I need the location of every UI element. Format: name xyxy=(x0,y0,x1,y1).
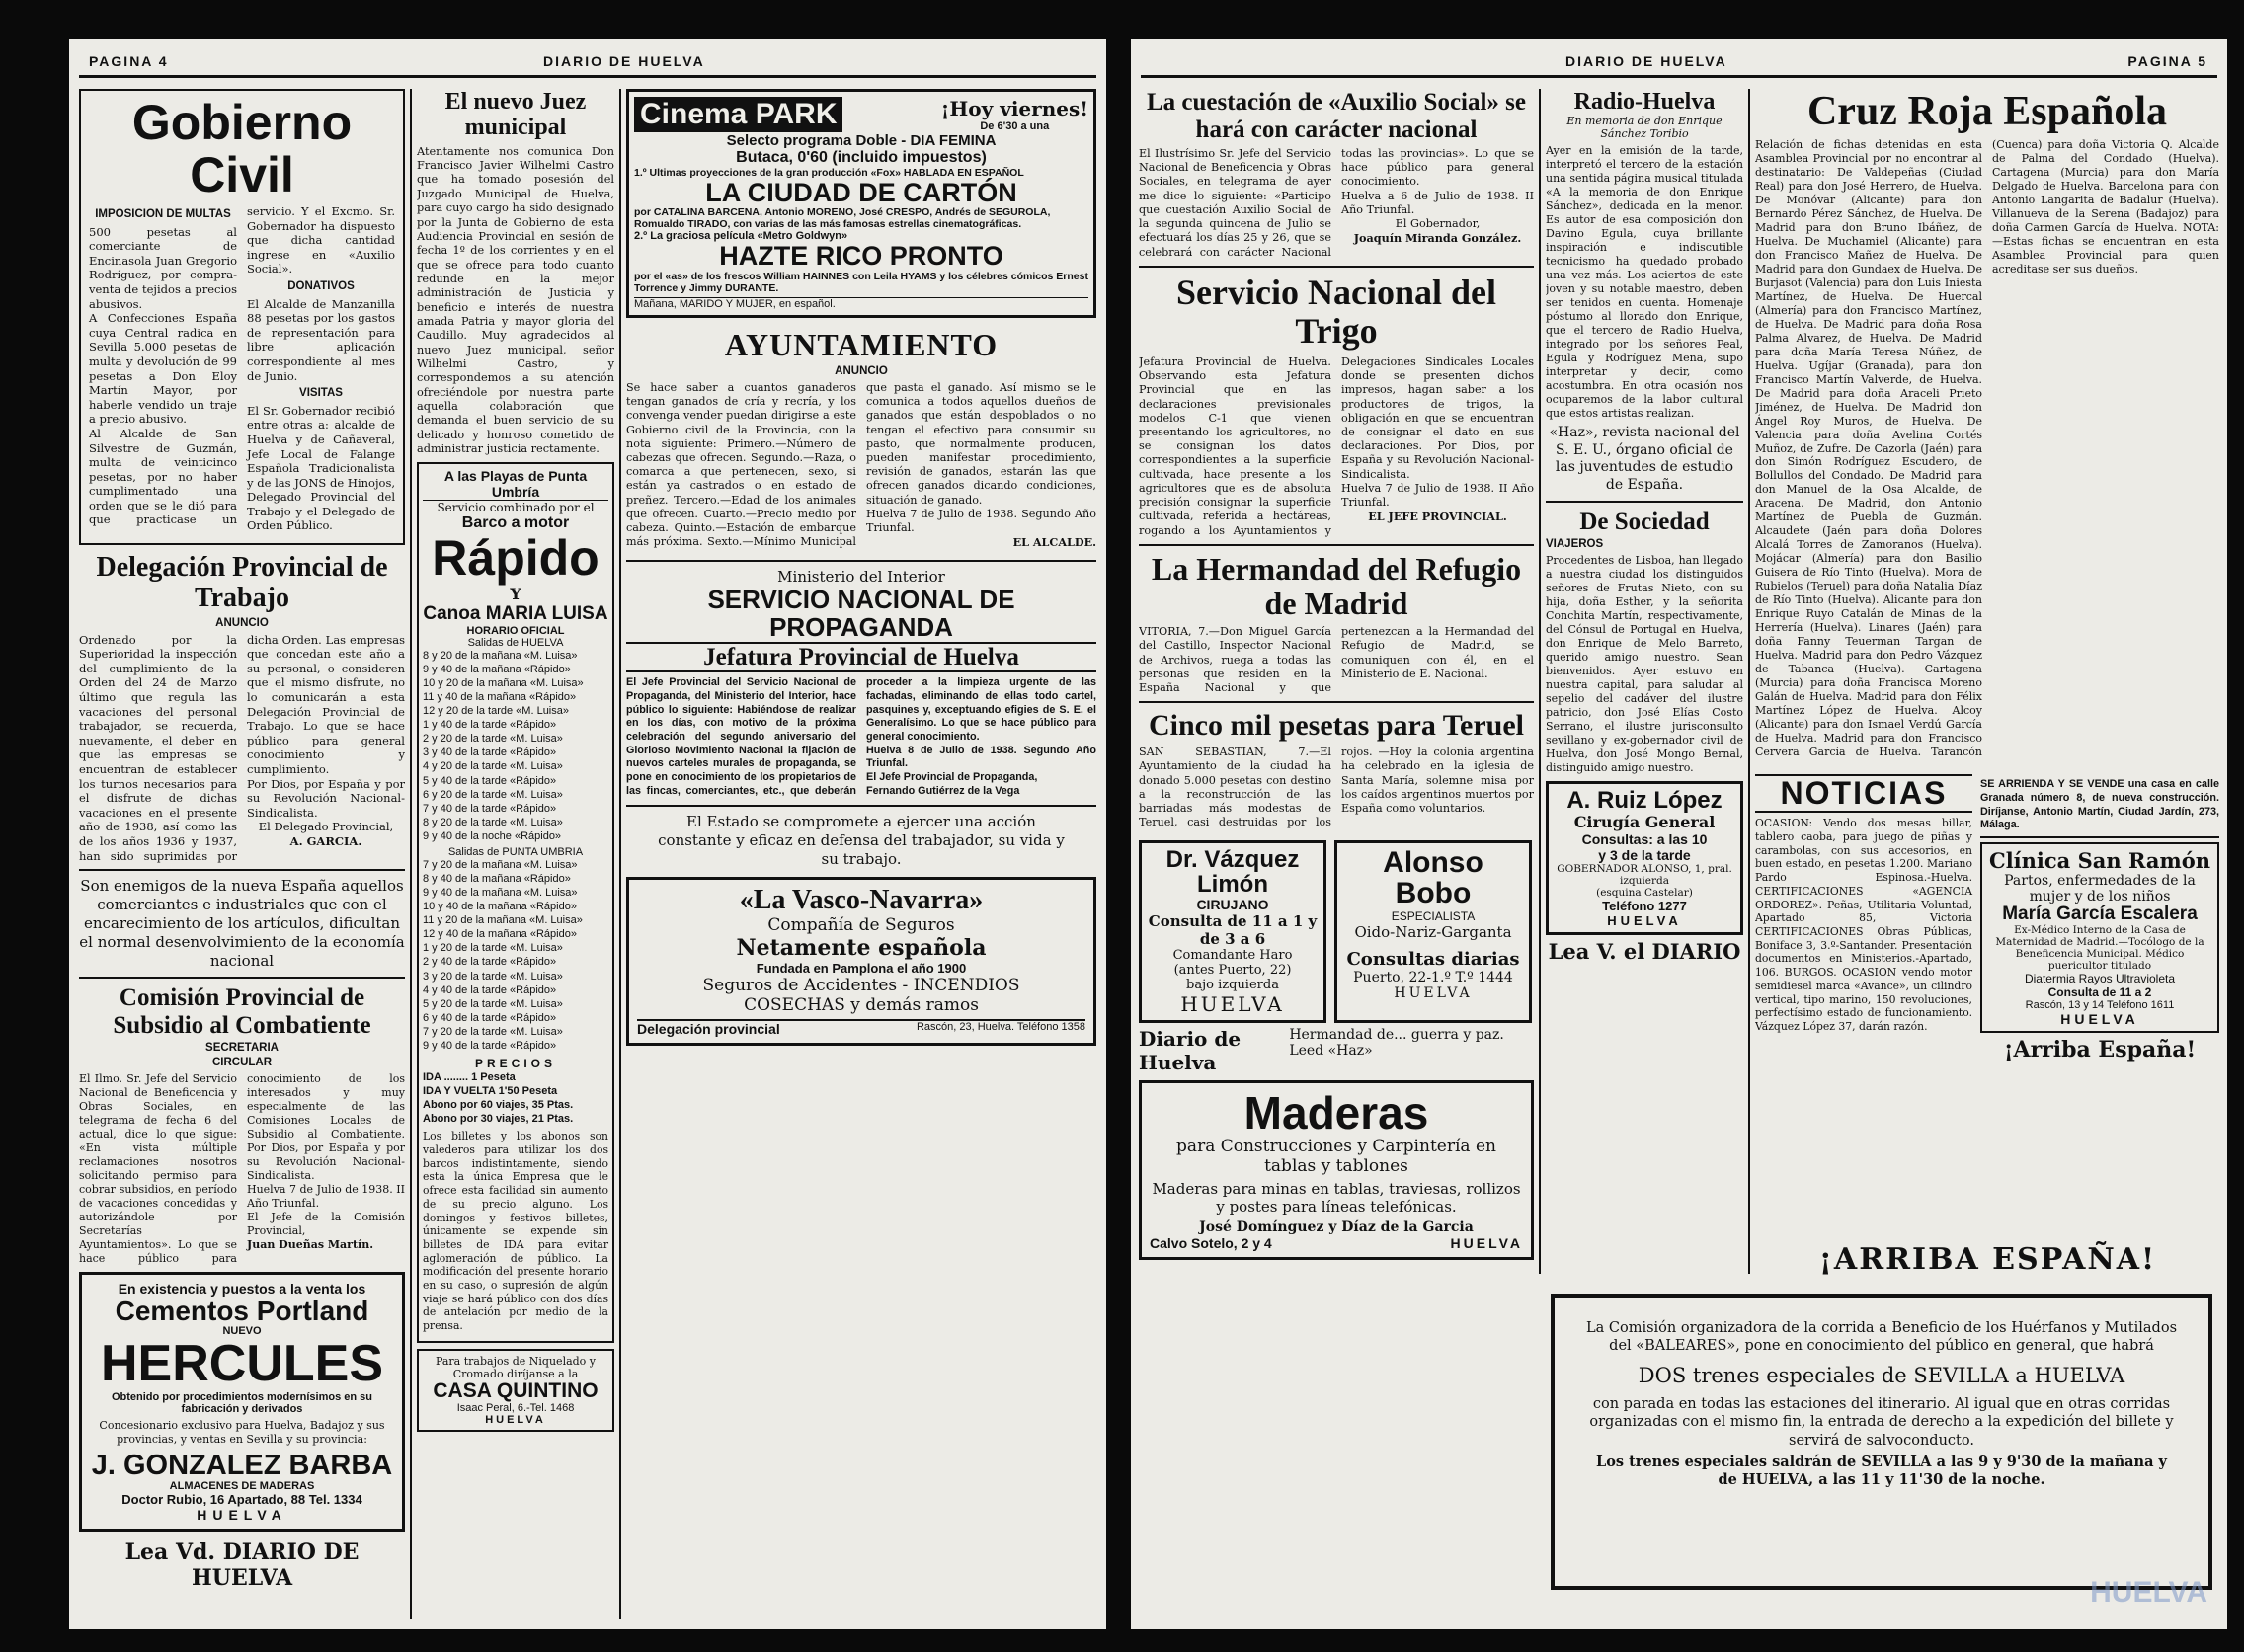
comision-subsidio-article: Comisión Provincial de Subsidio al Combatiente SECRETARIA CIRCULAR El Ilmo. Sr. Jefe del Servicio Nacional de Beneficencia y Obras Sociales, en telegrama de fecha 6 del actual, dice lo que sigue: «En vista múltiple reclamaciones nosotros solicitando permiso para cobrar subsidios, en período de vacaciones concedidas y autorizándole por Secretarías Ayuntamientos». Lo que se hace público para conocimiento de los interesados y muy especialmente de las Comisiones Locales de Subsidio al Combatiente. Por Dios, por España y por su Revolución Nacional-Sindicalista. Huelva 7 de Julio de 1938. II Año Triunfal. El Jefe de la Comisión Provincial, Juan Dueñas Martín. xyxy=(79,984,405,1265)
vazquez-limon-ad: Dr. Vázquez Limón CIRUJANO Consulta de 11 a 1 y de 3 a 6 Comandante Haro (antes Puerto, 22) bajo izquierda HUELVA xyxy=(1139,840,1326,1023)
article-body: Procedentes de Lisboa, han llegado a nuestra ciudad los distinguidos señores de Frutas Nieto, con su hija, doña Esther, y la señorita Conchita Martín, respectivamente, del Cónsul de Portugal en Huelva, don Enrique de Melo Barreto, querido amigo nuestro. Sean bienvenidos. Ayer estuvo en nuestra capital, para saludar al sepelio del cadáver del ilustre patricio, don José Elías Costo Serrano, el ilustre jurisconsulto sevillano y ex-gobernador civil de Huelva, don José Mongo Bernal, distinguido amigo nuestro. xyxy=(1546,554,1743,774)
hermandad-article xyxy=(1139,552,1534,695)
article-title: La cuestación de «Auxilio Social» se hará con carácter nacional xyxy=(1146,89,1527,143)
schedule-row: 8 y 20 de la mañana «M. Luisa» xyxy=(423,649,578,662)
schedule-row: 10 y 40 de la mañana «Rápido» xyxy=(423,901,577,913)
alonso-bobo-ad: Alonso Bobo ESPECIALISTA Oido-Nariz-Garganta Consultas diarias Puerto, 22-1.º T.º 1444 HUELVA xyxy=(1334,840,1532,1023)
schedule-row: 12 y 20 de la tarde «M. Luisa» xyxy=(423,705,569,718)
schedule-row: 1 y 20 de la tarde «M. Luisa» xyxy=(423,942,563,955)
page-number-left: PAGINA 4 xyxy=(89,53,169,69)
article-title: AYUNTAMIENTO xyxy=(724,326,999,362)
schedule-row: 2 y 20 de la tarde «M. Luisa» xyxy=(423,733,563,746)
boat-name: Rápido xyxy=(432,530,600,587)
brand-name: HERCULES xyxy=(100,1335,384,1393)
schedule-row: 9 y 40 de la tarde «Rápido» xyxy=(423,1039,557,1052)
schedule-row: 4 y 20 de la tarde «M. Luisa» xyxy=(423,760,563,773)
sociedad-article: De Sociedad VIAJEROS Procedentes de Lisboa, han llegado a nuestra ciudad los distinguidos señores de Frutas Nieto, con su hija, doña Esther, y la señorita Conchita Martín, respectivamente, del Cónsul de Portugal en Huelva, don Enrique de Melo Barreto, querido amigo nuestro. Sean bienvenidos. Ayer estuvo en nuestra capital, para saludar al sepelio del cadáver del ilustre patricio, don José Elías Costo Serrano, el ilustre jurisconsulto sevillano y ex-gobernador civil de Huelva, don José Mongo Bernal, distinguido amigo nuestro. xyxy=(1546,508,1743,774)
maderas-ad: Maderas para Construcciones y Carpintería en tablas y tablones Maderas para minas en tablas, traviesas, rollizos y postes para líneas telefónicas. José Domínguez y Díaz de la Garcia Calvo Sotelo, 2 y 4 HUELVA xyxy=(1139,1080,1534,1260)
schedule-row: 6 y 20 de la tarde «M. Luisa» xyxy=(423,788,563,801)
article-title: El nuevo Juez municipal xyxy=(444,89,587,141)
cinema-name: Cinema PARK xyxy=(634,97,842,132)
teruel-article xyxy=(1139,709,1534,829)
right-column-2: Radio-Huelva En memoria de don Enrique Sánchez Toribio Ayer en la emisión de la tarde, interpretó el tercero de la estación una sentida página musical titulada «A la memoria de don Enrique Sánchez», dedicada en la menor. Es autor de esa composición don Davino Egula, cuya brillante inspiración e indiscutible tecnicismo ha quedado probado una vez más. Los aciertos de este joven y su notable maestro, deben ser tenidos en cuenta. Homenaje póstumo al llorado don Enrique, que el tercero de Radio Huelva, integrado por los señores Peal, Egula y Rodríguez Mena, supo interpretar y decir, como acostumbra. En otra ocasión nos ocuparemos de la labor cultural que estos artistas realizan. «Haz», revista nacional del S. E. U., órgano oficial de las juventudes de estudio de España. De Sociedad VIAJEROS Procedentes de Lisboa, han llegado a nuestra ciudad los distinguidos señores de Frutas Nieto, con su hija, doña Esther, y la señorita Conchita Martín, respectivamente, del Cónsul de Portugal en Huelva, don Enrique de Melo Barreto, querido amigo nuestro. Sean bienvenidos. Ayer estuvo en nuestra capital, para saludar al sepelio del cadáver del ilustre patricio, don José Elías Costo Serrano, el ilustre jurisconsulto sevillano y ex-gobernador civil de Huelva, don José Mongo Bernal, distinguido amigo nuestro. A. Ruiz López Cirugía General Consultas: a las 10 y 3 de la tarde GOBERNADOR ALONSO, 1, pral. izquierda (esquina Castelar) Teléfono 1277 HUELVA Lea V. el DIARIO xyxy=(1546,89,1743,965)
cruz-roja-article xyxy=(1755,89,2219,770)
article-title: Servicio Nacional del Trigo xyxy=(1176,272,1496,352)
schedule-row: 8 y 40 de la mañana «Rápido» xyxy=(423,873,571,886)
vasco-navarra-ad: «La Vasco-Navarra» Compañía de Seguros Netamente española Fundada en Pamplona el año 1900 Seguros de Accidentes - INCENDIOS COSECHAS y demás ramos Delegación provincial Rascón, 23, Huelva. Teléfono 1358 xyxy=(626,877,1096,1047)
article-body: El Ilmo. Sr. Jefe del Servicio Nacional de Beneficencia y Obras Sociales, en telegrama de fecha 6 del actual, dice lo que sigue: «En vista múltiple reclamaciones nosotros solicitando permiso para cobrar subsidios, en período de vacaciones concedidas y autorizándole por Secretarías Ayuntamientos». Lo que se hace público para conocimiento de los interesados y muy especialmente de las Comisiones Locales de Subsidio al Combatiente. Por Dios, por España y por su Revolución Nacional-Sindicalista. Huelva 7 de Julio de 1938. II Año Triunfal. El Jefe de la Comisión Provincial, Juan Dueñas Martín. xyxy=(79,1072,405,1265)
article-body: SAN SEBASTIAN, 7.—El Ayuntamiento de la ciudad ha donado 5.000 pesetas con destino a la reconstrucción de las barriadas más modestas de Teruel, casi destruidas por los rojos. —Hoy la colonia argentina ha celebrado en la iglesia de Santa María, solemne misa por los caídos argentinos muertos por España como voluntarios. xyxy=(1139,746,1534,829)
schedule-huelva xyxy=(423,649,608,843)
running-head-right: DIARIO DE HUELVA xyxy=(1565,53,1727,69)
right-column-1: La cuestación de «Auxilio Social» se hará con carácter nacional El Ilustrísimo Sr. Jefe del Servicio Nacional de Beneficencia y Obras Sociales, en telegrama de ayer me dice lo siguiente: «Participo que cuestación Auxilio Social de la segunda quincena de Julio se efectuará los días 25 y 26, que se celebrará con carácter Nacional todas las provincias». Lo que se hace público para general conocimiento. Huelva a 6 de Julio de 1938. II Año Triunfal. El Gobernador, Joaquín Miranda González. Servicio Nacional del Trigo Jefatura Provincial de Huelva. Observando esta Jefatura Provincial que en las declaraciones previsionales modelos C-1 que vienen presentando los agricultores, no se consignan los datos correspondientes a la superficie cultivada, hace presente a los agricultores que es de absoluta precisión consignar la superficie cultivada, referida a hectáreas, rogando a los Ayuntamientos y Delegaciones Sindicales Locales donde se presenten dichos impresos, hagan saber a los productores de trigos, la obligación en que se encuentran de consignar el dato en sus declaraciones. Por Dios, por España y su Revolución Nacional-Sindicalista. Huelva 7 de Julio de 1938. II Año Triunfal. EL JEFE PROVINCIAL. La Hermandad del Refugio de Madrid VITORIA, 7.—Don Miguel García del Castillo, Inspector Nacional de Archivos, ruega a todas las personas que residen en la España Nacional y que pertenezcan a la Hermandad del Refugio de Madrid, se comuniquen con él, en el Ministerio de E. Nacional. Cinco mil pesetas para Teruel SAN SEBASTIAN, 7.—El Ayuntamiento de la ciudad ha donado 5.000 pesetas con destino a la reconstrucción de las barriadas más modestas de Teruel, casi destruidas por los rojos. —Hoy la colonia argentina ha celebrado en la iglesia de Santa María, solemne misa por los caídos argentinos muertos por España como voluntarios. Dr. Vázquez Limón CIRUJANO Consulta de 11 a 1 y de 3 a 6 Comandante Haro (antes Puerto, 22) bajo izquierda HUELVA Alonso Bobo ESPECIALISTA Oido-Nariz-Garganta Consultas diarias Puerto, 22-1.º T.º 1444 HUELVA Diario de Huelva Hermandad de... guerra y paz. Leed «Haz» Maderas para Construcciones y Carpintería en tablas y tablones Maderas para minas en tablas, traviesas, rollizos y postes para líneas telefónicas. José Domínguez y Díaz de la Garcia Calvo Sotelo, 2 y 4 HUELVA xyxy=(1139,89,1534,1619)
article-title: Radio-Huelva xyxy=(1573,89,1716,115)
film-title: HAZTE RICO PRONTO xyxy=(719,241,1003,272)
auxilio-social-article xyxy=(1139,89,1534,260)
article-body: El Ilustrísimo Sr. Jefe del Servicio Nacional de Beneficencia y Obras Sociales, en telegrama de ayer me dice lo siguiente: «Participo que cuestación Auxilio Social de la segunda quincena de Julio se efectuará los días 25 y 26, que se celebrará con carácter Nacional todas las provincias». Lo que se hace público para general conocimiento. Huelva a 6 de Julio de 1938. II Año Triunfal. El Gobernador, Joaquín Miranda González. xyxy=(1139,147,1534,259)
article-title: De Sociedad xyxy=(1579,508,1710,535)
delegacion-trabajo-article: Delegación Provincial de Trabajo ANUNCIO Ordenado por la Superioridad la inspección del cumplimiento de la Orden del 24 de Marzo último que regula las vacaciones del personal trabajador, se recuerda, nuevamente, el deber en que las empresas se encuentran de establecer los turnos necesarios para el disfrute de dichas vacaciones en el presente año de 1938, así como las de los años 1936 y 1937, han sido suprimidas por dicha Orden. Las empresas que concedan este año a su personal, o consideren que el mismo disfrute, no lo comunicarán a esta Delegación Provincial de Trabajo. Lo que se hace público para general conocimiento y cumplimiento. Por Dios, por España y por su Revolución Nacional-Sindicalista. El Delegado Provincial, A. GARCIA. Son enemigos de la nueva España aquellos comerciantes e industriales que con el encarecimiento de los artículos, dificultan el normal desenvolvimiento de la economía nacional xyxy=(79,553,405,979)
hercules-cement-ad: En existencia y puestos a la venta los Cementos Portland NUEVO HERCULES Obtenido por procedimientos modernísimos en su fabricación y derivados Concesionario exclusivo para Huelva, Badajoz y sus provincias, y ventas en Sevilla y su provincia: J. GONZALEZ BARBA ALMACENES DE MADERAS Doctor Rubio, 16 Apartado, 88 Tel. 1334 HUELVA xyxy=(79,1272,405,1532)
article-title: Gobierno Civil xyxy=(131,95,353,202)
rapido-boat-ad: A las Playas de Punta Umbría Servicio combinado por el Barco a motor Rápido Y Canoa MARIA LUISA HORARIO OFICIAL Salidas de HUELVA 8 y 20 de la mañana «M. Luisa» 9 y 40 de la mañana «Rápido» 10 y 20 de la mañana «M. Luisa» 11 y 40 de la mañana «Rápido» 12 y 20 de la tarde «M. Luisa» 1 y 40 de la tarde «Rápido» 2 y 20 de la tarde «M. Luisa» 3 y 40 de la tarde «Rápido» 4 y 20 de la tarde «M. Luisa» 5 y 40 de la tarde «Rápido» 6 y 20 de la tarde «M. Luisa» 7 y 40 de la tarde «Rápido» 8 y 20 de la tarde «M. Luisa» 9 y 40 de la noche «Rápido» Salidas de PUNTA UMBRIA 7 y 20 de la mañana «M. Luisa» 8 y 40 de la mañana «Rápido» 9 y 40 de la mañana «M. Luisa» 10 y 40 de la mañana «Rápido» 11 y 20 de la mañana «M. Luisa» 12 y 40 de la mañana «Rápido» 1 y 20 de la tarde «M. Luisa» 2 y 40 de la tarde «Rápido» 3 y 20 de la tarde «M. Luisa» 4 y 40 de la tarde «Rápido» 5 y 20 de la tarde «M. Luisa» 6 y 40 de la tarde «Rápido» 7 y 20 de la tarde «M. Luisa» 9 y 40 de la tarde «Rápido» PRECIOS IDA ........ 1 Peseta IDA Y VUELTA 1'50 Peseta Abono por 60 viajes, 35 Ptas. Abono por 30 viajes, 21 Ptas. Los billetes y los abonos son valederos para utilizar los dos barcos indistintamente, siendo esta la única Empresa que le ofrece esta facilidad sin aumento de su precio alguno. Los domingos y festivos billetes, únicamente se expende sin billetes de IDA para evitar aglomeración de público. La modificación del presente horario en su caso, o supresión de algún viaje se hará público con dos días de antelación por medio de la prensa. xyxy=(417,462,614,1343)
ministerio-interior-article: Ministerio del Interior SERVICIO NACIONAL DE PROPAGANDA Jefatura Provincial de Huelva El Jefe Provincial del Servicio Nacional de Propaganda, del Ministerio del Interior, hace público lo siguiente: Habiéndose de realizar en los días, con motivo de la próxima celebración del segundo aniversario del Glorioso Movimiento Nacional la fijación de nuevos carteles murales de propaganda, se pone en conocimiento de los propietarios de las fincas, comerciantes, etc., que deberán proceder a la limpieza urgente de las fachadas, eliminando de ellas todo cartel, pasquines y, exceptuando efigies de S. E. el Generalísimo. Lo que se hace público para general conocimiento. Huelva 8 de Julio de 1938. Segundo Año Triunfal. El Jefe Provincial de Propaganda, Fernando Gutiérrez de la Vega El Estado se compromete a ejercer una acción constante y eficaz en defensa del trabajador, su vida y su trabajo. xyxy=(626,567,1096,868)
casa-quintino-ad: Para trabajos de Niquelado y Cromado diríjanse a la CASA QUINTINO Isaac Peral, 6.-Tel. 1468 HUELVA xyxy=(417,1349,614,1432)
article-body: El Jefe Provincial del Servicio Nacional de Propaganda, del Ministerio del Interior, hace público lo siguiente: Habiéndose de realizar en los días, con motivo de la próxima celebración del segundo aniversario del Glorioso Movimiento Nacional la fijación de nuevos carteles murales de propaganda, se pone en conocimiento de los propietarios de las fincas, comerciantes, etc., que deberán proceder a la limpieza urgente de las fachadas, eliminando de ellas todo cartel, pasquines y, exceptuando efigies de S. E. el Generalísimo. Lo que se hace público para general conocimiento. Huelva 8 de Julio de 1938. Segundo Año Triunfal. El Jefe Provincial de Propaganda, Fernando Gutiérrez de la Vega xyxy=(626,676,1096,797)
right-page xyxy=(1131,39,2227,1629)
trigo-article xyxy=(1139,274,1534,538)
article-title: Delegación Provincial de Trabajo xyxy=(96,552,388,613)
left-column-2 xyxy=(417,89,614,1619)
article-title: Comisión Provincial de Subsidio al Combatiente xyxy=(113,984,371,1039)
schedule-row: 10 y 20 de la mañana «M. Luisa» xyxy=(423,677,584,689)
page-number-right: PAGINA 5 xyxy=(2127,53,2207,69)
article-title: La Hermandad del Refugio de Madrid xyxy=(1151,550,1522,621)
article-body: Jefatura Provincial de Huelva. Observando esta Jefatura Provincial que en las declaraciones previsionales modelos C-1 que vienen presentando los agricultores, no se consignan los datos correspondientes a la superficie cultivada, hace presente a los agricultores que es de absoluta precisión consignar la superficie cultivada, referida a hectáreas, rogando a los Ayuntamientos y Delegaciones Sindicales Locales donde se presenten dichos impresos, hagan saber a los productores de trigos, la obligación en que se encuentran de consignar el dato en sus declaraciones. Por Dios, por España y su Revolución Nacional-Sindicalista. Huelva 7 de Julio de 1938. II Año Triunfal. EL JEFE PROVINCIAL. xyxy=(1139,354,1534,537)
schedule-row: 7 y 20 de la mañana «M. Luisa» xyxy=(423,858,578,871)
article-title: Cinco mil pesetas para Teruel xyxy=(1149,709,1524,743)
schedule-row: 5 y 40 de la tarde «Rápido» xyxy=(423,774,557,787)
article-body: IMPOSICION DE MULTAS 500 pesetas al comerciante de Encinasola Juan Gregorio Rodríguez, por compra-venta de tejidos a precios abusivos. A Confecciones España cuya Central radica en Sevilla 5.000 pesetas de multa y devolución de 99 pesetas a Don Eloy Martín Mayor, por haberle vendido un traje a precio abusivo. Al Alcalde de San Silvestre de Guzmán, multa de veinticinco pesetas, por no haber cumplimentado una orden que se le dió para que practicase un servicio. Y el Excmo. Sr. Gobernador ha dispuesto que dicha cantidad ingrese en «Auxilio Social». DONATIVOS El Alcalde de Manzanilla 88 pesetas por los gastos de representación para libre aplicación correspondiente al mes de Junio. VISITAS El Sr. Gobernador recibió entre otras a: alcalde de Huelva y de Cañaveral, Jefe Local de Falange Española Tradicionalista y de las JONS de Hinojos, Delegado Provincial del Trabajo y el Delegado de Orden Público. xyxy=(89,204,395,533)
schedule-row: 7 y 20 de la tarde «M. Luisa» xyxy=(423,1025,563,1038)
article-title: SERVICIO NACIONAL DE PROPAGANDA xyxy=(707,584,1015,643)
article-body: VITORIA, 7.—Don Miguel García del Castillo, Inspector Nacional de Archivos, ruega a todas las personas que residen en la España Nacional y que pertenezcan a la Hermandad del Refugio de Madrid, se comuniquen con él, en el Ministerio de E. Nacional. xyxy=(1139,625,1534,695)
article-body: Ayer en la emisión de la tarde, interpretó el tercero de la estación una sentida página musical titulada «A la memoria de don Enrique Sánchez», dedicada en la menor. Es autor de esa composición don Davino Egula, cuya brillante inspiración e indiscutible tecnicismo ha quedado probado una vez más. Los aciertos de este joven y su notable maestro, deben ser tenidos en cuenta. Homenaje póstumo al llorado don Enrique, que el tercero de Radio Huelva, integrado por los señores Peal, Egula y Rodríguez Mena, supo interpretar y decir, como acostumbra. En otra ocasión nos ocuparemos de la labor cultural que estos artistas realizan. xyxy=(1546,144,1743,420)
article-body: Atentamente nos comunica Don Francisco Javier Wilhelmi Castro que ha tomado posesión del Juzgado Municipal de Huelva, para cuyo cargo ha sido designado por la Junta de Gobierno de esta Audiencia Provincial en sesión de fecha 1º de los corrientes y en el que se ofrece para todo cuanto redunde en la mejor administración de Justicia y beneficio e interés de nuestra amada Patria y mayor gloria del Caudillo. Muy agradecidos al nuevo Juez municipal, señor Wilhelmi Castro, y correspondemos a su atención ofreciéndole por nuestra parte aquella colaboración que demanda el buen servicio de su delicado y honroso cometido de administrar justicia rectamente. xyxy=(417,144,614,455)
arriba-espana-banner: ¡ARRIBA ESPAÑA! xyxy=(1818,1242,2157,1277)
banner-text: Son enemigos de la nueva España aquellos comerciantes e industriales que con el encarecimiento de los artículos, dificultan el normal desenvolvimiento de la economía nacional xyxy=(79,877,405,971)
article-body: Relación de fichas detenidas en esta Asamblea Provincial por no encontrar al destinatario: De Valdepeñas (Ciudad Real) para don José Herrero, de Huelva. De Monóvar (Alicante) para don Bernardo Pérez Sánchez, de Huelva. De Madrid para don Bruno Ibáñez, de Huelva. De Muchamiel (Alicante) para don Francisco Mañez de Huelva. De Madrid para don Gundaex de Huelva. De Burjasot (Valencia) para don Luis Iniesta Martínez, de Huelva. De Huercal (Almería) para don Francisco Martínez, de Huelva. De Madrid para doña Rosa Palma Alvarez, de Huelva. De Madrid para doña María Teresa Núñez, de Huelva. Ugíjar (Granada), para don Francisco Martín Valverde, de Huelva. De Madrid para doña Araceli Prieto Jiménez, de Huelva. De Madrid don Ángel Roy Muros, de Huelva. De Valencia para doña Avelina Cortés Muñoz, de Zufre. De Cazorla (Jaén) para don Simón Rodríguez Escudero, de Bollullos del Condado. De Madrid para don Manuel de la Osa Alcalde, de Aracena. De Madrid, don Antonio Martínez de Puebla de Guzmán. Alcaudete (Jaén para doña Dolores Alcalá Torres de Zamoranos (Huelva). Mojácar (Almería) para don Basilio Guisera de Río Tinto (Huelva). Mora de Rubielos (Teruel) para doña Natalia Díaz de Río Tinto (Huelva). Alicante para don Enrique Ruyo Catalán de Minas de la Herrería (Huelva). Linares (Jaén) para doña Fanny Teuerman Targan de Huelva. Madrid para don Pedro Vázquez de Tabanca (Huelva). Cartagena (Murcia) para doña Francisca Moreno Galán de Huelva. Madrid para don Félix Martínez López de Huelva. Alcoy (Alicante) para don Ismael Verdú García de Huelva. Madrid para don Francisco Cervera García de Huelva. Tarancón (Cuenca) para doña Victoria Q. Alcalde de Palma del Condado (Huelva). Cartagena (Murcia) para don María Delgado de Huelva. Barcelona para don Antonio Langarita de Badalur (Huelva). Villanueva de la Serena (Badajoz) para doña Carmen García de Huelva. NOTA:—Estas fichas se encuentran en esta Asamblea Provincial para quien acreditase ser sus dueños. xyxy=(1755,138,2219,758)
schedule-row: 5 y 20 de la tarde «M. Luisa» xyxy=(423,997,563,1010)
footer-slogan: Lea Vd. DIARIO DE HUELVA xyxy=(124,1539,360,1592)
schedule-row: 9 y 40 de la mañana «Rápido» xyxy=(423,663,571,675)
arrienda-notice: SE ARRIENDA Y SE VENDE una casa en calle Granada número 8, de nueva construcción. Diríjanse, Antonio Martín, Ciudad Jardín, 273, Málaga. xyxy=(1980,778,2219,838)
banner-text: El Estado se compromete a ejercer una acción constante y eficaz en defensa del trabajador, su vida y su trabajo. xyxy=(658,812,1065,868)
noticias-article xyxy=(1755,774,1972,1062)
cinema-park-ad: Cinema PARK ¡Hoy viernes! De 6'30 a una Selecto programa Doble - DIA FEMINA Butaca, 0'60 (incluido impuestos) 1.º Ultimas proyecciones de la gran producción «Fox» HABLADA EN ESPAÑOL LA CIUDAD DE CARTÓN por CATALINA BARCENA, Antonio MORENO, José CRESPO, Andrés de SEGUROLA, Romualdo TIRADO, con varias de las más famosas estrellas cinematográficas. 2.º La graciosa película «Metro Goldwyn» HAZTE RICO PRONTO por el «as» de los frescos William HAINNES con Leila HYAMS y los célebres cómicos Ernest Torrence y Jimmy DURANTE. Mañana, MARIDO Y MUJER, en español. xyxy=(626,89,1096,318)
schedule-row: 3 y 20 de la tarde «M. Luisa» xyxy=(423,970,563,983)
article-title: Cruz Roja Española xyxy=(1806,89,2168,134)
schedule-row: 6 y 40 de la tarde «Rápido» xyxy=(423,1011,557,1024)
schedule-row: 7 y 40 de la tarde «Rápido» xyxy=(423,802,557,815)
left-column-3 xyxy=(626,89,1096,1619)
right-column-3: Cruz Roja Española Relación de fichas detenidas en esta Asamblea Provincial por no encontrar al destinatario: De Valdepeñas (Ciudad Real) para don José Herrero, de Huelva. De Monóvar (Alicante) para don Bernardo Pérez Sánchez, de Huelva. De Madrid para don Bruno Ibáñez, de Huelva. De Muchamiel (Alicante) para don Francisco Mañez de Huelva. De Madrid para don Gundaex de Huelva. De Burjasot (Valencia) para don Luis Iniesta Martínez, de Huelva. De Huercal (Almería) para don Francisco Martínez, de Huelva. De Madrid para doña Rosa Palma Alvarez, de Huelva. De Madrid para doña María Teresa Núñez, de Huelva. Ugíjar (Granada), para don Francisco Martín Valverde, de Huelva. De Madrid para doña Araceli Prieto Jiménez, de Huelva. De Madrid don Ángel Roy Muros, de Huelva. De Valencia para doña Avelina Cortés Muñoz, de Zufre. De Cazorla (Jaén) para don Simón Rodríguez Escudero, de Bollullos del Condado. De Madrid para don Manuel de la Osa Alcalde, de Aracena. De Madrid, don Antonio Martínez de Puebla de Guzmán. Alcaudete (Jaén para doña Dolores Alcalá Torres de Zamoranos (Huelva). Mojácar (Almería) para don Basilio Guisera de Río Tinto (Huelva). Mora de Rubielos (Teruel) para doña Natalia Díaz de Río Tinto (Huelva). Alicante para don Enrique Ruyo Catalán de Minas de la Herrería (Huelva). Linares (Jaén) para doña Fanny Teuerman Targan de Huelva. Madrid para don Pedro Vázquez de Tabanca (Huelva). Cartagena (Murcia) para doña Francisca Moreno Galán de Huelva. Madrid para don Félix Martínez López de Huelva. Alcoy (Alicante) para don Ismael Verdú García de Huelva. Madrid para don Francisco Cervera García de Huelva. Tarancón (Cuenca) para doña Victoria Q. Alcalde de Palma del Condado (Huelva). Cartagena (Murcia) para don María Delgado de Huelva. Barcelona para don Antonio Langarita de Badalur (Huelva). Villanueva de la Serena (Badajoz) para doña Carmen García de Huelva. NOTA:—Estas fichas se encuentran en esta Asamblea Provincial para quien acreditase ser sus dueños. NOTICIAS OCASION: Vendo dos mesas billar, tablero caoba, para juego de piñas y carambolas, con sus accesorios, en buen estado, en pesetas 1.200. Mariano Pardo Espinosa.-Huelva. CERTIFICACIONES «AGENCIA ORDOREZ». Peñas, Utilitaria Voluntad, Apartado 85, Victoria CERTIFICACIONES Obras Públicas, Boniface 3, 3.º-Santander. Presentación documentos en Ministerios.-Apartado, 106. BURGOS. OCASION vendo motor semidiesel marca «Avance», un cilindro vertical, tipo marino, 150 revoluciones, perfectísimo estado de funcionamiento. Vázquez López 37, darán razón. SE ARRIENDA Y SE VENDE una casa en calle Granada número 8, de nueva construcción. Diríjanse, Antonio Martín, Ciudad Jardín, 273, Málaga. Clínica San Ramón Partos, enfermedades de la mujer y de los niños María García Escalera Ex-Médico Interno de la Casa de Maternidad de Madrid.—Tocólogo de la Beneficencia Municipal. Médico puericultor titulado Diatermia Rayos Ultravioleta Consulta de 11 a 2 Rascón, 13 y 14 Teléfono 1611 HUELVA ¡Arriba España! xyxy=(1755,89,2219,1062)
article-body: Ordenado por la Superioridad la inspección del cumplimiento de la Orden del 24 de Marzo último que regula las vacaciones del personal trabajador, se recuerda, nuevamente, el deber en que las empresas se encuentran de establecer los turnos necesarios para el disfrute de dichas vacaciones en el presente año de 1938, así como las de los años 1936 y 1937, han sido suprimidas por dicha Orden. Las empresas que concedan este año a su personal, o consideren que el mismo disfrute, no lo comunicarán a esta Delegación Provincial de Trabajo. Lo que se hace público para general conocimiento y cumplimiento. Por Dios, por España y por su Revolución Nacional-Sindicalista. El Delegado Provincial, A. GARCIA. xyxy=(79,632,405,863)
schedule-row: 8 y 20 de la tarde «M. Luisa» xyxy=(423,816,563,828)
left-column-1 xyxy=(79,89,405,1619)
schedule-row: 2 y 40 de la tarde «Rápido» xyxy=(423,956,557,969)
schedule-row: 9 y 40 de la noche «Rápido» xyxy=(423,829,562,842)
article-subtitle: Jefatura Provincial de Huelva xyxy=(626,642,1096,673)
article-body: OCASION: Vendo dos mesas billar, tablero caoba, para juego de piñas y carambolas, con sus accesorios, en buen estado, en pesetas 1.200. Mariano Pardo Espinosa.-Huelva. CERTIFICACIONES «AGENCIA ORDOREZ». Peñas, Utilitaria Voluntad, Apartado 85, Victoria CERTIFICACIONES Obras Públicas, Boniface 3, 3.º-Santander. Presentación documentos en Ministerios.-Apartado, 106. BURGOS. OCASION vendo motor semidiesel marca «Avance», un cilindro vertical, tipo marino, 150 revoluciones, perfectísimo estado de funcionamiento. Vázquez López 37, darán razón. xyxy=(1755,817,1972,1033)
running-head-left: DIARIO DE HUELVA xyxy=(543,53,705,69)
schedule-row: 11 y 20 de la mañana «M. Luisa» xyxy=(423,914,583,927)
ruiz-lopez-ad: A. Ruiz López Cirugía General Consultas: a las 10 y 3 de la tarde GOBERNADOR ALONSO, 1, pral. izquierda (esquina Castelar) Teléfono 1277 HUELVA xyxy=(1546,781,1743,935)
schedule-row: 9 y 40 de la mañana «M. Luisa» xyxy=(423,887,578,900)
schedule-punta-umbria xyxy=(423,858,608,1053)
top-rule xyxy=(79,75,1096,78)
corrida-notice: La Comisión organizadora de la corrida a Beneficio de los Huérfanos y Mutilados del «BALEARES», pone en conocimiento del público en general, que habrá DOS trenes especiales de SEVILLA a HUELVA con parada en todas las estaciones del itinerario. Al igual que en otras corridas organizadas con el mismo fin, la entrada de derecho a la expedición del billete y servirá de salvoconducto. Los trenes especiales saldrán de SEVILLA a las 9 y 9'30 de la mañana y de HUELVA, a las 11 y 11'30 de la noche. xyxy=(1551,1294,2212,1590)
library-watermark: HUELVA xyxy=(2090,1576,2207,1609)
schedule-row: 11 y 40 de la mañana «Rápido» xyxy=(423,691,577,704)
film-title: LA CIUDAD DE CARTÓN xyxy=(705,178,1017,207)
clinica-san-ramon-ad: Clínica San Ramón Partos, enfermedades de la mujer y de los niños María García Escalera Ex-Médico Interno de la Casa de Maternidad de Madrid.—Tocólogo de la Beneficencia Municipal. Médico puericultor titulado Diatermia Rayos Ultravioleta Consulta de 11 a 2 Rascón, 13 y 14 Teléfono 1611 HUELVA xyxy=(1980,842,2219,1033)
article-title: NOTICIAS xyxy=(1755,774,1972,813)
ayuntamiento-article: AYUNTAMIENTO ANUNCIO Se hace saber a cuantos ganaderos tengan ganados de cría y recría, y los convenga vender puedan dirigirse a este Gobierno civil de la Provincia, con la nota siguiente: Primero.—Número de cabezas que ofrecen. Segundo.—Raza, o comarca a que pertenecen, sexo, si están ya castrados o en estado de preñez. Tercero.—Edad de los animales que ofrecen. Cuarto.—Precio medio por cabeza. Quinto.—Estación de embarque más próxima. Sexto.—Mínimo Municipal que pasta el ganado. Así mismo se le comunica a todos aquellos dueños de ganados que están despoblados o no tengan el efectivo para consumir su pasto, que normalmente producen, pueden manifestar procedimiento, revisión de ganados, estarán las que ofrecen ganados dicando condiciones, situación de ganado. Huelva 7 de Julio de 1938. Segundo Año Triunfal. EL ALCALDE. xyxy=(626,326,1096,550)
radio-huelva-article: Radio-Huelva En memoria de don Enrique Sánchez Toribio Ayer en la emisión de la tarde, interpretó el tercero de la estación una sentida página musical titulada «A la memoria de don Enrique Sánchez», dedicada en la menor. Es autor de esa composición don Davino Egula, cuya brillante inspiración e indiscutible tecnicismo ha quedado probado una vez más. Los aciertos de este joven y su notable maestro, deben ser tenidos en cuenta. Homenaje póstumo al llorado don Enrique, que el tercero de Radio Huelva, integrado por los señores Peal, Egula y Rodríguez Mena, supo interpretar y decir, como acostumbra. En otra ocasión nos ocuparemos de la labor cultural que estos artistas realizan. «Haz», revista nacional del S. E. U., órgano oficial de las juventudes de estudio de España. xyxy=(1546,89,1743,494)
gobierno-civil-article xyxy=(79,89,405,545)
article-body: Se hace saber a cuantos ganaderos tengan ganados de cría y recría, y los convenga vender puedan dirigirse a este Gobierno civil de la Provincia, con la nota siguiente: Primero.—Número de cabezas que ofrecen. Segundo.—Raza, o comarca a que pertenecen, sexo, si están ya castrados o en estado de preñez. Tercero.—Edad de los animales que ofrecen. Cuarto.—Precio medio por cabeza. Quinto.—Estación de embarque más próxima. Sexto.—Mínimo Municipal que pasta el ganado. Así mismo se le comunica a todos aquellos dueños de ganados que están despoblados o no tengan el efectivo para consumir su pasto, que normalmente producen, pueden manifestar procedimiento, revisión de ganados, estarán las que ofrecen ganados dicando condiciones, situación de ganado. Huelva 7 de Julio de 1938. Segundo Año Triunfal. EL ALCALDE. xyxy=(626,380,1096,550)
schedule-row: 4 y 40 de la tarde «Rápido» xyxy=(423,983,557,996)
schedule-row: 12 y 40 de la mañana «Rápido» xyxy=(423,928,577,941)
juez-municipal-article xyxy=(417,89,614,456)
schedule-row: 1 y 40 de la tarde «Rápido» xyxy=(423,719,557,732)
schedule-row: 3 y 40 de la tarde «Rápido» xyxy=(423,747,557,759)
left-page xyxy=(69,39,1106,1629)
